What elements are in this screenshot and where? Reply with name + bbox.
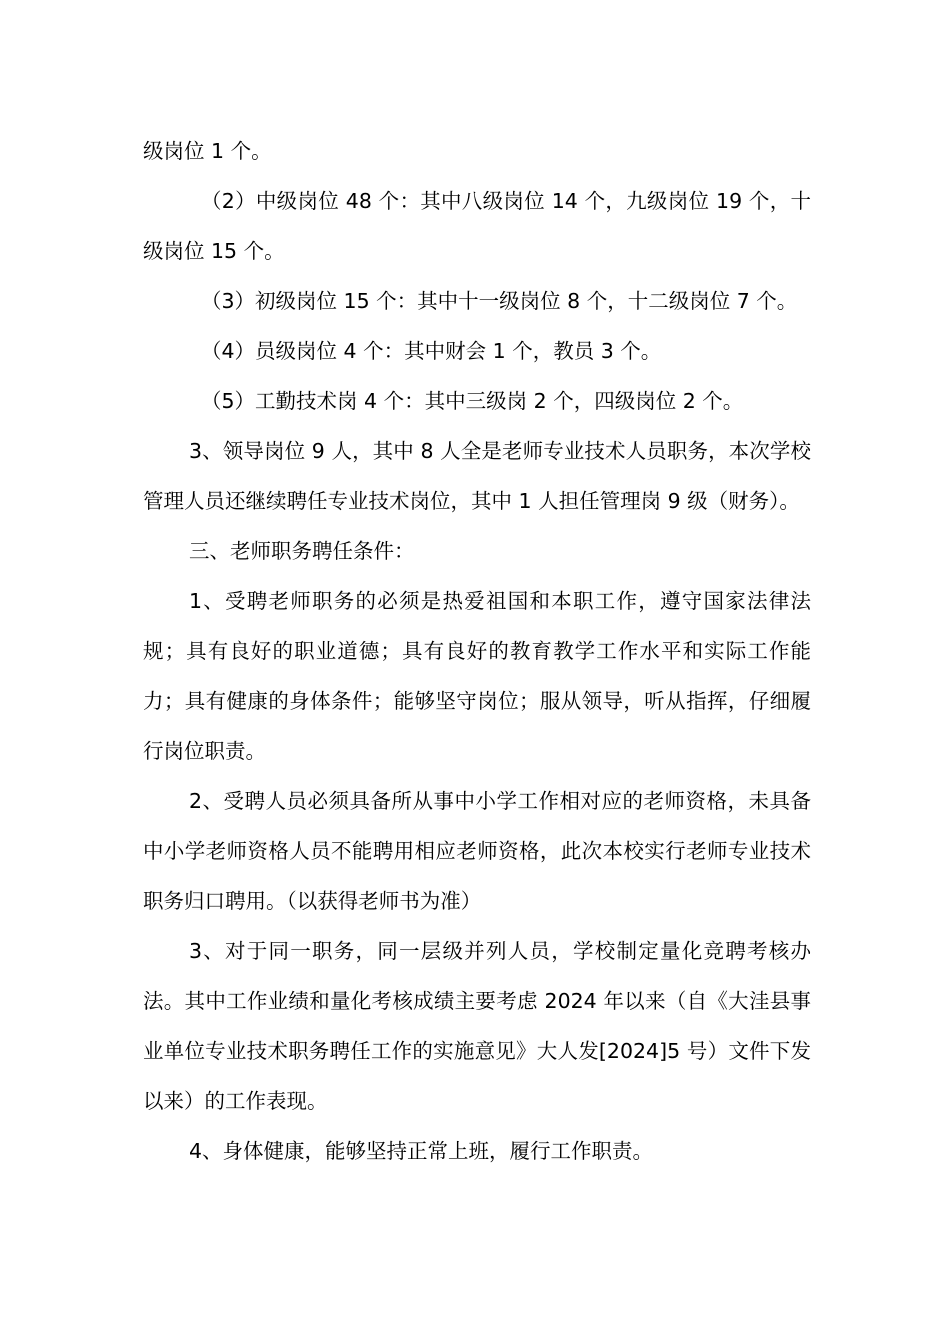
paragraph-junior-posts: （3）初级岗位 15 个：其中十一级岗位 8 个，十二级岗位 7 个。 [201,289,798,313]
paragraph-staff-posts: （4）员级岗位 4 个：其中财会 1 个，教员 3 个。 [201,339,662,363]
paragraph-intermediate-posts: （2）中级岗位 48 个：其中八级岗位 14 个，九级岗位 19 个，十级岗位 15 个。 [143,189,811,263]
document-body [143,126,811,1176]
paragraph-technical-worker-posts: （5）工勤技术岗 4 个：其中三级岗 2 个，四级岗位 2 个。 [201,389,744,413]
paragraph-continued-grade-post: 级岗位 1 个。 [143,139,272,163]
paragraph-condition-2: 2、受聘人员必须具备所从事中小学工作相对应的老师资格，未具备中小学老师资格人员不能聘用相应老师资格，此次本校实行老师专业技术职务归口聘用。（以获得老师书为准） [143,789,811,913]
paragraph-condition-1: 1、受聘老师职务的必须是热爱祖国和本职工作，遵守国家法律法规；具有良好的职业道德；具有良好的教育教学工作水平和实际工作能力；具有健康的身体条件；能够坚守岗位；服从领导，听从指挥，仔细履行岗位职责。 [143,589,811,763]
paragraph-condition-4: 4、身体健康，能够坚持正常上班，履行工作职责。 [189,1139,654,1163]
paragraph-condition-3: 3、对于同一职务，同一层级并列人员，学校制定量化竞聘考核办法。其中工作业绩和量化考核成绩主要考虑 2024 年以来（自《大洼县事业单位专业技术职务聘任工作的实施意见》大人发[2024]5 号）文件下发以来）的工作表现。 [143,939,811,1113]
paragraph-leadership-posts: 3、领导岗位 9 人，其中 8 人全是老师专业技术人员职务，本次学校管理人员还继续聘任专业技术岗位，其中 1 人担任管理岗 9 级（财务）。 [143,439,811,513]
section-heading-appointment-conditions: 三、老师职务聘任条件： [189,539,415,563]
